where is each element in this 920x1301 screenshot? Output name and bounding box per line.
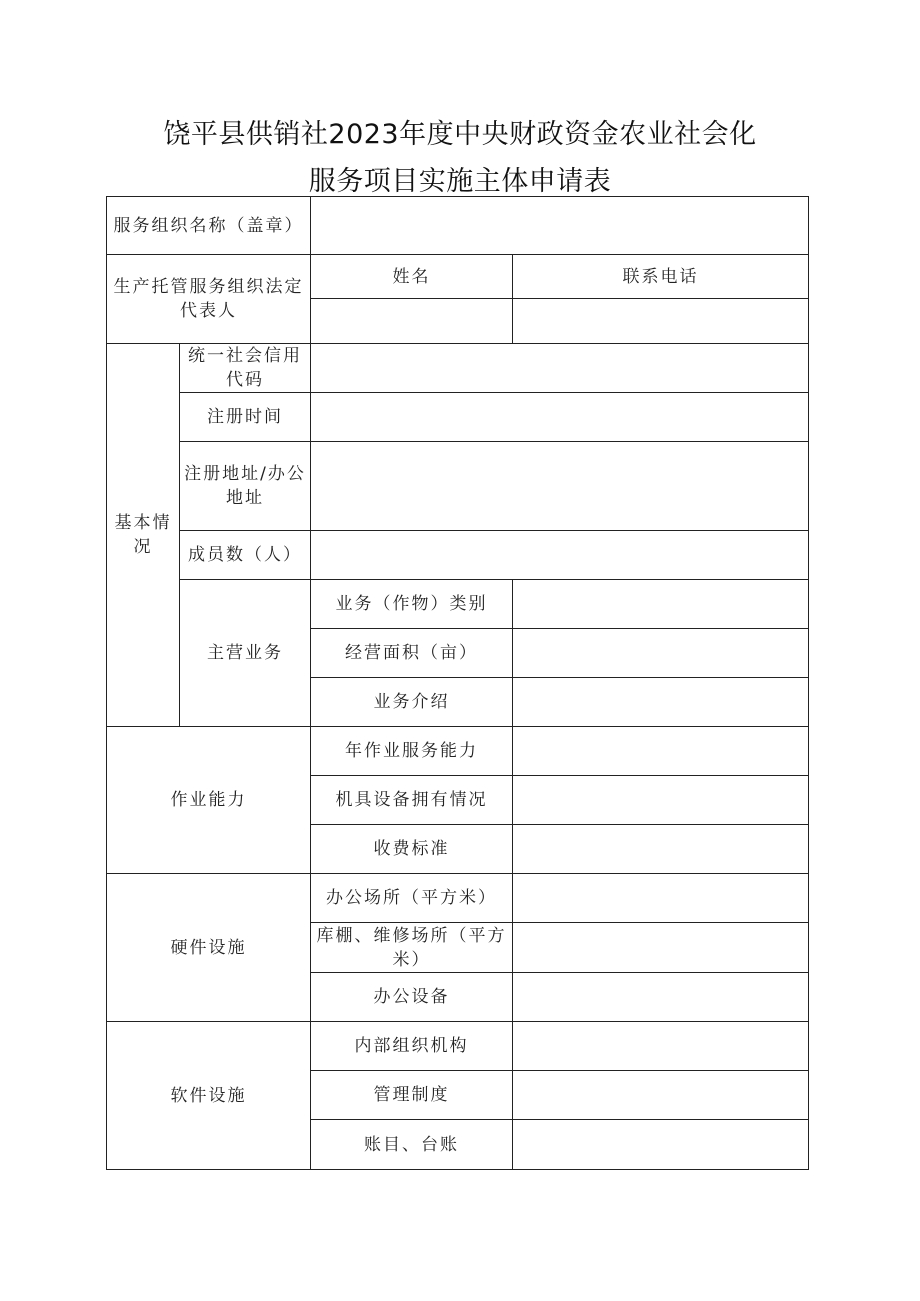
col-header-phone: 联系电话 (513, 255, 809, 299)
member-count-field[interactable] (311, 531, 809, 580)
legal-rep-label: 生产托管服务组织法定代表人 (107, 255, 311, 344)
hardware-label: 硬件设施 (107, 874, 311, 1022)
org-structure-field[interactable] (513, 1022, 809, 1071)
accounts-label: 账目、台账 (311, 1120, 513, 1170)
member-count-label: 成员数（人） (180, 531, 311, 580)
reg-address-label: 注册地址/办公地址 (180, 442, 311, 531)
business-category-label: 业务（作物）类别 (311, 580, 513, 629)
fee-standard-label: 收费标准 (311, 825, 513, 874)
org-name-label: 服务组织名称（盖章） (107, 197, 311, 255)
annual-service-field[interactable] (513, 727, 809, 776)
business-area-label: 经营面积（亩） (311, 629, 513, 678)
business-intro-label: 业务介绍 (311, 678, 513, 727)
col-header-name: 姓名 (311, 255, 513, 299)
reg-time-label: 注册时间 (180, 393, 311, 442)
basic-info-label: 基本情况 (107, 344, 180, 727)
document-title-line-1: 饶平县供销社2023年度中央财政资金农业社会化 (163, 119, 757, 150)
warehouse-field[interactable] (513, 923, 809, 973)
work-capacity-label: 作业能力 (107, 727, 311, 874)
reg-time-field[interactable] (311, 393, 809, 442)
machinery-label: 机具设备拥有情况 (311, 776, 513, 825)
credit-code-label: 统一社会信用代码 (180, 344, 311, 393)
warehouse-label: 库棚、维修场所（平方米） (311, 923, 513, 973)
business-category-field[interactable] (513, 580, 809, 629)
legal-rep-phone-field[interactable] (513, 299, 809, 344)
office-equipment-label: 办公设备 (311, 973, 513, 1022)
reg-address-field[interactable] (311, 442, 809, 531)
fee-standard-field[interactable] (513, 825, 809, 874)
org-structure-label: 内部组织机构 (311, 1022, 513, 1071)
document-title-line-2: 服务项目实施主体申请表 (308, 166, 612, 197)
office-space-label: 办公场所（平方米） (311, 874, 513, 923)
management-label: 管理制度 (311, 1071, 513, 1120)
main-business-label: 主营业务 (180, 580, 311, 727)
business-intro-field[interactable] (513, 678, 809, 727)
machinery-field[interactable] (513, 776, 809, 825)
office-equipment-field[interactable] (513, 973, 809, 1022)
business-area-field[interactable] (513, 629, 809, 678)
org-name-field[interactable] (311, 197, 809, 255)
office-space-field[interactable] (513, 874, 809, 923)
accounts-field[interactable] (513, 1120, 809, 1170)
application-form-table (106, 196, 809, 1170)
credit-code-field[interactable] (311, 344, 809, 393)
annual-service-label: 年作业服务能力 (311, 727, 513, 776)
legal-rep-name-field[interactable] (311, 299, 513, 344)
software-label: 软件设施 (107, 1022, 311, 1170)
management-field[interactable] (513, 1071, 809, 1120)
